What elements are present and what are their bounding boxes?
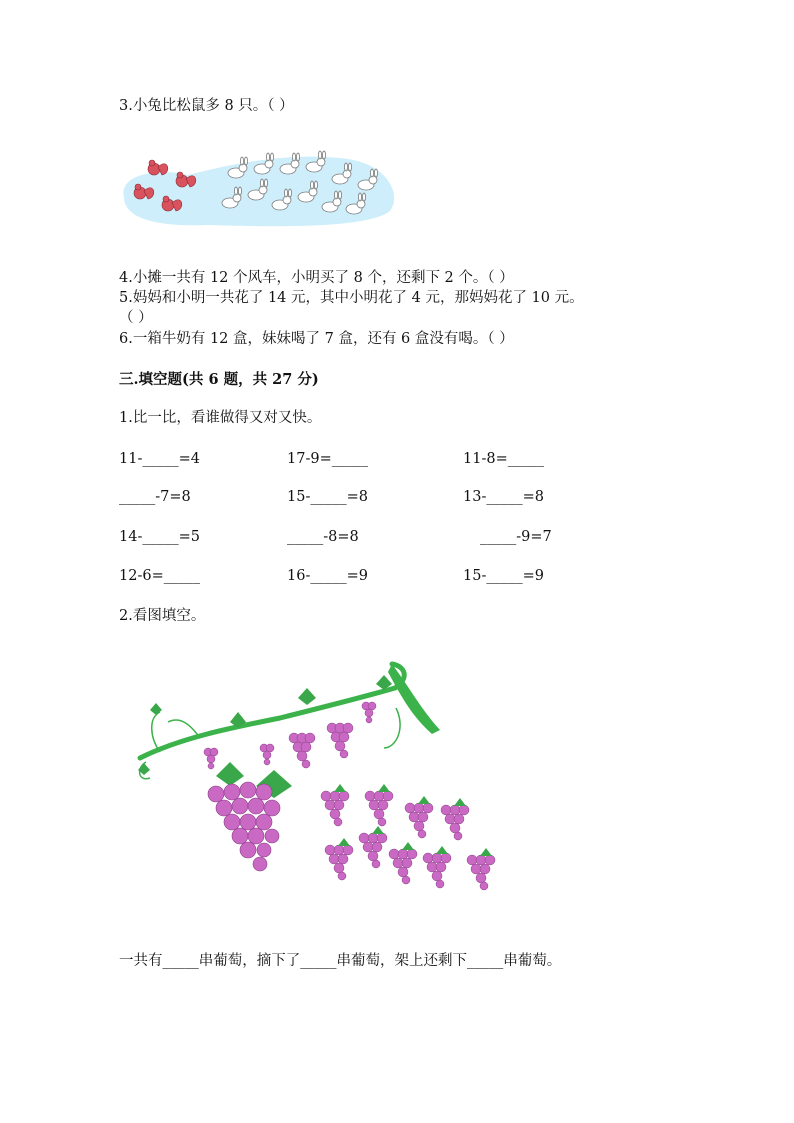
grape-bunch-icon (289, 733, 315, 768)
grape-bunch-icon (204, 748, 218, 769)
equation-cell: 14-_____=5 (119, 529, 200, 545)
grape-bunch-icon (327, 723, 353, 758)
section-heading: 三.填空题(共 6 题，共 27 分) (119, 371, 319, 388)
fill-question-2-sentence: 一共有_____串葡萄，摘下了_____串葡萄，架上还剩下_____串葡萄。 (119, 953, 562, 969)
equation-cell: _____-7=8 (119, 489, 191, 505)
question-5: 5.妈妈和小明一共花了 14 元，其中小明花了 4 元，那妈妈花了 10 元。 (119, 290, 584, 306)
equation-cell: 16-_____=9 (287, 568, 368, 584)
equation-cell: 11-8=_____ (463, 451, 544, 467)
equation-cell: 15-_____=8 (287, 489, 368, 505)
question-3: 3.小兔比松鼠多 8 只。（ ） (119, 98, 294, 114)
question-4: 4.小摊一共有 12 个风车，小明买了 8 个，还剩下 2 个。（ ） (119, 270, 514, 286)
big-grape-bunch-icon (208, 782, 280, 871)
fill-question-1-title: 1.比一比，看谁做得又对又快。 (119, 410, 322, 426)
grape-bunch-icon (467, 855, 495, 890)
grape-bunch-icon (362, 702, 376, 723)
equation-cell: 15-_____=9 (463, 568, 544, 584)
squirrel-icon (148, 160, 168, 175)
question-5-answer-paren: （ ） (119, 310, 153, 326)
equation-cell: _____-8=8 (287, 529, 359, 545)
grape-bunch-icon (365, 791, 393, 826)
leaf-icon (216, 762, 244, 786)
grapes-illustration (120, 658, 510, 910)
grape-bunch-icon (359, 833, 387, 868)
grape-bunch-icon (260, 744, 274, 765)
grape-bunch-icon (325, 845, 353, 880)
equation-cell: 13-_____=8 (463, 489, 544, 505)
grape-bunch-icon (405, 803, 433, 838)
grape-bunch-icon (321, 791, 349, 826)
squirrels-rabbits-illustration (118, 145, 398, 231)
equation-cell: 11-_____=4 (119, 451, 200, 467)
equation-cell: 12-6=_____ (119, 568, 200, 584)
question-6: 6.一箱牛奶有 12 盒，妹妹喝了 7 盒，还有 6 盒没有喝。（ ） (119, 331, 514, 347)
leaf-icon (150, 703, 162, 715)
grape-bunch-icon (389, 849, 417, 884)
equation-cell: _____-9=7 (480, 529, 552, 545)
leaf-icon (298, 688, 316, 705)
grape-bunch-icon (441, 805, 469, 840)
fill-question-2-title: 2.看图填空。 (119, 608, 206, 624)
grape-bunch-icon (423, 853, 451, 888)
equation-cell: 17-9=_____ (287, 451, 368, 467)
